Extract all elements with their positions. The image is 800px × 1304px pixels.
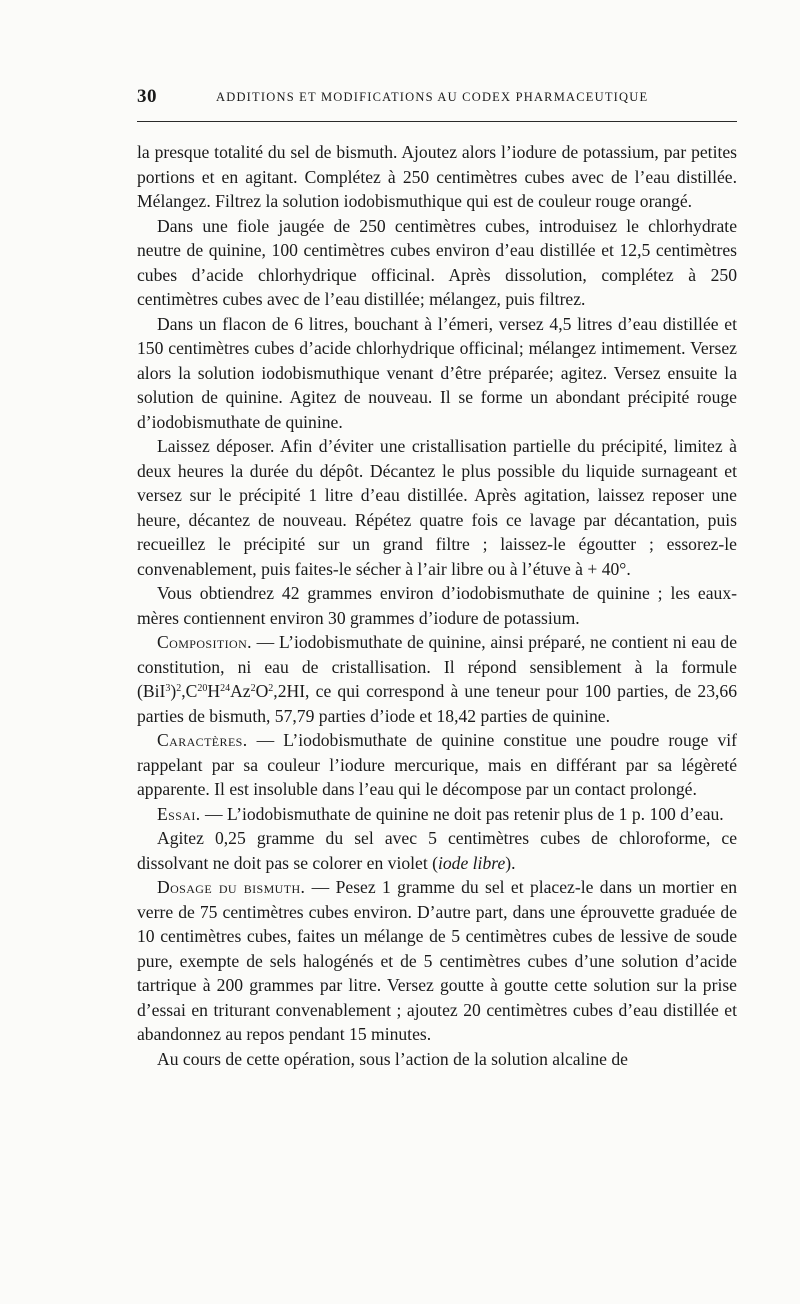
composition-text-e: Az: [230, 681, 251, 701]
formula-sup-3: 20: [197, 683, 208, 694]
section-heading-composition: Composition.: [157, 632, 252, 652]
paragraph-caracteres: [137, 728, 737, 802]
paragraph-dosage: [137, 875, 737, 1047]
composition-text-g: ,2HI, ce qui correspond à une teneur pour 100 parties, de 23,66 parties de bismuth, 57,79 parties d’iode et 18,42 parties de quinine.: [137, 681, 737, 726]
running-title: ADDITIONS ET MODIFICATIONS AU CODEX PHARMACEUTIQUE: [216, 90, 649, 104]
paragraph-1: la presque totalité du sel de bismuth. Ajoutez alors l’iodure de potassium, par petites portions et en agitant. Complétez à 250 centimètres cubes avec de l’eau distillée. Mélangez. Filtrez la solution iodobismuthique qui est de couleur rouge orangé.: [137, 142, 737, 211]
body-text: [137, 140, 737, 1071]
paragraph-4: Laissez déposer. Afin d’éviter une cristallisation partielle du précipité, limitez à deux heures la durée du dépôt. Décantez le plus possible du liquide surnageant et versez sur le précipité 1 litre d’eau distillée. Après agitation, laissez reposer une heure, décantez de nouveau. Répétez quatre fois ce lavage par décantation, puis recueillez le précipité sur un grand filtre ; laissez-le égoutter ; essorez-le convenablement, puis faites-le sécher à l’air libre ou à l’étuve à + 40°.: [137, 436, 737, 579]
page-header: [137, 86, 737, 110]
formula-sup-1: 3: [165, 683, 171, 694]
essai-text: — L’iodobismuthate de quinine ne doit pas retenir plus de 1 p. 100 d’eau.: [200, 803, 724, 824]
page-number: 30: [137, 86, 157, 107]
section-heading-dosage: Dosage du bismuth.: [157, 877, 306, 897]
section-heading-caracteres: Caractères.: [157, 730, 248, 750]
paragraph-3: Dans un flacon de 6 litres, bouchant à l’émeri, versez 4,5 litres d’eau distillée et 150 centimètres cubes d’acide chlorhydrique officinal; mélangez intimement. Versez alors la solution iodobismuthique venant d’être préparée; agitez. Versez ensuite la solution de quinine. Agitez de nouveau. Il se forme un abondant précipité rouge d’iodobismuthate de quinine.: [137, 313, 737, 432]
chloroforme-italic: iode libre: [437, 852, 506, 873]
paragraph-2: Dans une fiole jaugée de 250 centimètres cubes, introduisez le chlorhydrate neutre de quinine, 100 centimètres cubes environ d’eau distillée et 12,5 centimètres cubes d’acide chlorhydrique officinal. Après dissolution, complétez à 250 centimètres cubes avec de l’eau distillée; mélangez, puis filtrez.: [137, 215, 737, 309]
paragraph-chloroforme: [137, 826, 737, 875]
header-rule: [137, 121, 737, 122]
section-heading-essai: Essai.: [157, 803, 201, 824]
formula-sup-2: 2: [176, 683, 182, 694]
composition-text-b: ): [170, 681, 177, 701]
chloroforme-text: Agitez 0,25 gramme du sel avec 5 centimètres cubes de chloroforme, ce dissolvant ne doit pas se colorer en violet (: [137, 828, 737, 873]
paragraph-composition: [137, 630, 737, 728]
caracteres-text: — L’iodobismuthate de quinine constitue une poudre rouge vif rappelant par sa couleur l’iodure mercurique, mais en différant par sa légèreté apparente. Il est insoluble dans l’eau qui le décompose par un contact prolongé.: [137, 730, 737, 799]
dosage-text: — Pesez 1 gramme du sel et placez-le dans un mortier en verre de 75 centimètres cubes environ. D’autre part, dans une éprouvette graduée de 10 centimètres cubes, faites un mélange de 5 centimètres cubes de lessive de soude pure, exempte de sels halogénés et de 5 centimètres cubes d’une solution d’acide tartrique à 200 grammes par litre. Versez goutte à goutte cette solution sur la prise d’essai en triturant convenablement ; ajoutez 20 centimètres cubes d’eau distillée et abandonnez au repos pendant 15 minutes.: [137, 877, 737, 1044]
paragraph-essai: [137, 802, 737, 827]
composition-text-f: O: [255, 681, 269, 701]
formula-sup-5: 2: [250, 683, 256, 694]
composition-text-a: — L’iodobismuthate de quinine, ainsi préparé, ne contient ni eau de constitution, ni eau de cristallisation. Il répond sensiblement à la formule (BiI: [137, 632, 737, 701]
paragraph-5: Vous obtiendrez 42 grammes environ d’iodobismuthate de quinine ; les eaux-mères contiennent environ 30 grammes d’iodure de potassium.: [137, 583, 737, 628]
paragraph-11: Au cours de cette opération, sous l’action de la solution alcaline de: [157, 1048, 628, 1069]
composition-text-c: ,C: [181, 681, 198, 701]
formula-sup-6: 2: [268, 683, 274, 694]
composition-text-d: H: [207, 681, 221, 701]
chloroforme-text-end: ).: [505, 852, 516, 873]
formula-sup-4: 24: [220, 683, 231, 694]
